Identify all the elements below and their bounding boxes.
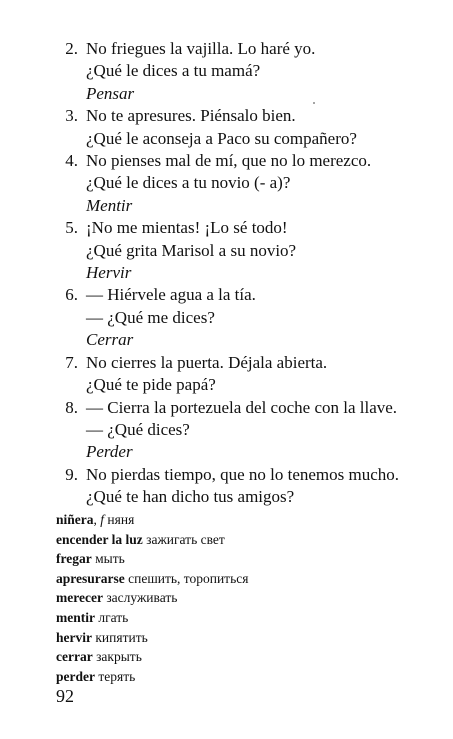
exercise-verb-prompt: Perder bbox=[86, 442, 133, 462]
glossary-term: encender la luz bbox=[56, 531, 143, 547]
exercise-line: ¿Qué le aconseja a Paco su compañero? bbox=[86, 128, 357, 148]
glossary-term: niñera bbox=[56, 512, 94, 527]
exercise-body bbox=[86, 352, 438, 397]
glossary-term: merecer bbox=[56, 590, 103, 606]
exercise-item bbox=[58, 352, 438, 397]
exercise-line: ¿Qué le dices a tu mamá? bbox=[86, 61, 261, 81]
exercise-number: 5. bbox=[65, 218, 78, 238]
exercise-number: 9. bbox=[65, 464, 78, 484]
exercise-body bbox=[86, 217, 438, 284]
glossary-translation: заслуживать bbox=[106, 590, 178, 606]
glossary-entry bbox=[56, 628, 436, 648]
exercise-line: No cierres la puerta. Déjala abierta. bbox=[86, 352, 328, 372]
exercise-verb-prompt: Hervir bbox=[86, 263, 132, 283]
exercise-item bbox=[58, 105, 438, 150]
glossary-entry bbox=[56, 608, 436, 628]
exercise-number: 4. bbox=[65, 151, 78, 171]
exercise-number: 2. bbox=[65, 39, 78, 58]
exercise-line: ¿Qué te pide papá? bbox=[86, 375, 216, 395]
exercise-verb-prompt: Pensar bbox=[86, 83, 135, 103]
exercise-line: No pienses mal de mí, que no lo merezco. bbox=[86, 151, 372, 171]
glossary-translation: спешить, торопиться bbox=[128, 570, 249, 586]
glossary-term: mentir bbox=[56, 609, 95, 625]
exercise-body bbox=[86, 38, 438, 105]
glossary-entry: niñera, f няня bbox=[56, 512, 135, 527]
exercise-line: — Hiérvele agua a la tía. bbox=[86, 285, 256, 305]
glossary-entry bbox=[56, 530, 436, 550]
exercise-item bbox=[58, 217, 438, 284]
exercise-line: — ¿Qué me dices? bbox=[86, 307, 215, 327]
exercise-line: — ¿Qué dices? bbox=[86, 419, 190, 439]
exercise-item bbox=[58, 464, 438, 509]
exercise-verb-prompt: Mentir bbox=[86, 195, 133, 215]
exercise-line: No te apresures. Piénsalo bien. bbox=[86, 106, 296, 126]
glossary-translation: няня bbox=[107, 512, 135, 527]
exercise-list bbox=[58, 38, 438, 509]
glossary-translation: терять bbox=[98, 668, 136, 684]
exercise-item bbox=[58, 284, 438, 351]
exercise-body bbox=[86, 150, 438, 217]
exercise-line: No friegues la vajilla. Lo haré yo. bbox=[86, 39, 316, 58]
exercise-number: 8. bbox=[65, 397, 78, 417]
exercise-line: ¿Qué le dices a tu novio (- a)? bbox=[86, 173, 291, 193]
glossary-translation: кипятить bbox=[95, 629, 148, 645]
glossary-translation: мыть bbox=[95, 551, 125, 567]
glossary-gender: f bbox=[100, 512, 105, 527]
exercise-line: ¿Qué grita Marisol a su novio? bbox=[86, 240, 297, 260]
glossary-entry bbox=[56, 569, 436, 589]
glossary-translation: лгать bbox=[98, 609, 129, 625]
page-number: 92 bbox=[56, 686, 74, 706]
glossary-term: apresurarse bbox=[56, 570, 125, 586]
exercise-body bbox=[86, 397, 438, 464]
exercise-line: — Cierra la portezuela del coche con la llave. bbox=[86, 397, 398, 417]
exercise-number: 3. bbox=[65, 106, 78, 126]
glossary-term: perder bbox=[56, 668, 95, 684]
glossary-entry bbox=[56, 588, 436, 608]
exercise-item bbox=[58, 397, 438, 464]
exercise-number: 7. bbox=[65, 352, 78, 372]
glossary-entry bbox=[56, 667, 436, 687]
glossary bbox=[56, 510, 436, 686]
glossary-term: hervir bbox=[56, 629, 92, 645]
scan-speck bbox=[313, 102, 315, 104]
exercise-body bbox=[86, 105, 438, 150]
exercise-line: ¿Qué te han dicho tus amigos? bbox=[86, 487, 295, 507]
glossary-translation: зажигать свет bbox=[146, 531, 225, 547]
exercise-item bbox=[58, 38, 438, 105]
glossary-term: fregar bbox=[56, 551, 92, 567]
exercise-body bbox=[86, 284, 438, 351]
exercise-line: No pierdas tiempo, que no lo tenemos mucho. bbox=[86, 464, 400, 484]
glossary-entry bbox=[56, 549, 436, 569]
glossary-translation: закрыть bbox=[96, 649, 142, 665]
exercise-item bbox=[58, 150, 438, 217]
exercise-verb-prompt: Cerrar bbox=[86, 330, 134, 350]
exercise-line: ¡No me mientas! ¡Lo sé todo! bbox=[86, 218, 288, 238]
glossary-term: cerrar bbox=[56, 649, 93, 665]
exercise-number: 6. bbox=[65, 285, 78, 305]
exercise-body bbox=[86, 464, 438, 509]
glossary-entry bbox=[56, 647, 436, 667]
